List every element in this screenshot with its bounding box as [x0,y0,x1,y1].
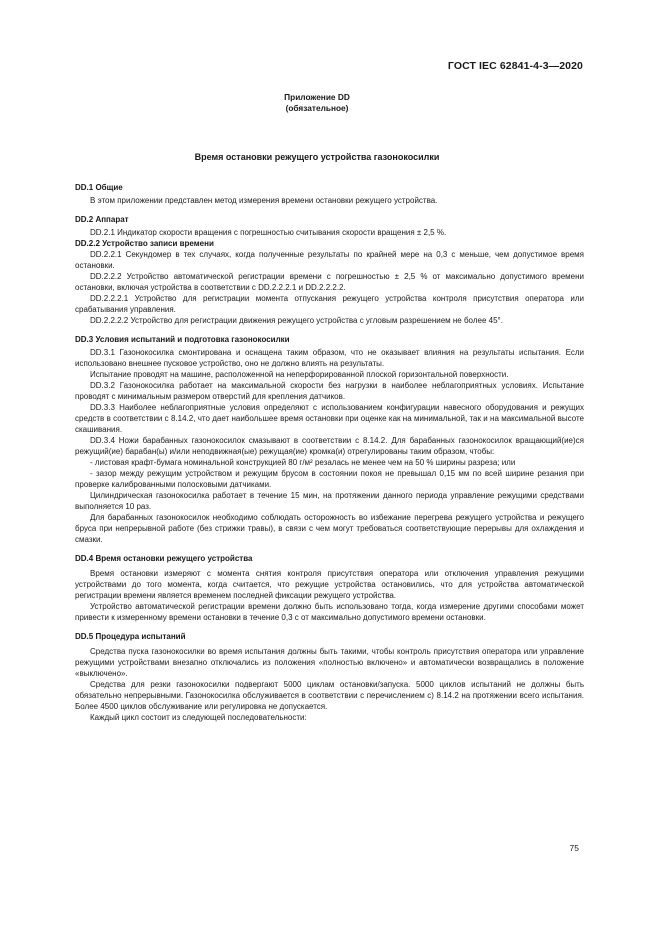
document-body [75,182,584,723]
paragraph: DD.2.2.2.1 Устройство для регистрации момента отпускания режущего устройства контроля присутствия оператора или срабатывания управления. [75,294,584,314]
paragraph: Устройство автоматической регистрации времени должно быть использовано тогда, когда измерение другими способами может привести к измеренному времени остановки в течение 0,3 с от максимально допустимого времени остановки. [75,602,584,622]
section-heading-dd1: DD.1 Общие [75,183,123,192]
annex-heading [0,92,634,114]
paragraph: DD.2.2.2.2 Устройство для регистрации движения режущего устройства с угловым разрешением не более 45°. [90,316,503,325]
paragraph: DD.2.1 Индикатор скорости вращения с погрешностью считывания скорости вращения ± 2,5 %. [90,228,447,237]
paragraph: DD.3.2 Газонокосилка работает на максимальной скорости без нагрузки в наиболее неблагоприятных условиях. Испытание проводят с минимальным размером отверстий для крепления датчиков. [75,381,584,401]
paragraph: В этом приложении представлен метод измерения времени остановки режущего устройства. [90,196,438,205]
paragraph: DD.3.4 Ножи барабанных газонокосилок смазывают в соответствии с 8.14.2. Для барабанных газонокосилок вращающий(ие)ся режущий(ие) барабан(ы) и/или неподвижная(ые) режущая(ие) кромка(и) отрегулированы таким образом, чтобы: [75,436,584,456]
list-item: - листовая крафт-бумага номинальной конструкцией 80 г/м² резалась не менее чем на 50 % ширины разреза; или [90,458,516,467]
standard-header: ГОСТ IEC 62841-4-3—2020 [447,60,583,72]
page-number: 75 [569,843,579,853]
paragraph: Каждый цикл состоит из следующей последовательности: [90,713,307,722]
paragraph: Время остановки измеряют с момента снятия контроля присутствия оператора или отключения управления режущими устройствами до того момента, когда считается, что режущие устройства остановились, что для устройства автоматической регистрации времени является временем последней фиксации режущего устройства. [75,569,584,600]
section-heading-dd4: DD.4 Время остановки режущего устройства [75,554,253,563]
paragraph: DD.3.3 Наиболее неблагоприятные условия определяют с использованием конфигурации навесного оборудования и режущих средств в соответствии с 8.14.2, что дает наибольшее время остановки при оценке как на минимальной, так и на максимальной высоте скашивания. [75,403,584,434]
section-heading-dd2: DD.2 Аппарат [75,215,129,224]
paragraph: Средства пуска газонокосилки во время испытания должны быть такими, чтобы контроль присутствия оператора или управление режущими устройствами внезапно отключались из положения «полностью включено» и автоматически возвращались в положение «выключено». [75,647,584,678]
paragraph: Для барабанных газонокосилок необходимо соблюдать осторожность во избежание перегрева режущего устройства и режущего бруса при непрерывной работе (без стрижки травы), в связи с чем могут требоваться соответствующие перерывы для охлаждения и смазки. [75,513,584,544]
subsection-heading-dd22: DD.2.2 Устройство записи времени [75,239,214,248]
paragraph: DD.2.2.2 Устройство автоматической регистрации времени с погрешностью ± 2,5 % от максимально допустимого времени остановки, включая устройства в соответствии с DD.2.2.2.1 и DD.2.2.2.2. [75,272,584,292]
section-heading-dd3: DD.3 Условия испытаний и подготовка газонокосилки [75,335,290,344]
list-item: - зазор между режущим устройством и режущим брусом в состоянии покоя не превышал 0,15 мм по всей ширине резания при проверке калиброванными полосковыми датчиками. [75,469,584,489]
paragraph: Испытание проводят на машине, расположенной на неперфорированной плоской горизонтальной поверхности. [90,370,509,379]
section-heading-dd5: DD.5 Процедура испытаний [75,632,186,641]
annex-status: (обязательное) [285,103,349,113]
paragraph: DD.2.2.1 Секундомер в тех случаях, когда полученные результаты по крайней мере на 0,3 с меньше, чем допустимое время остановки. [75,250,584,270]
paragraph: Цилиндрическая газонокосилка работает в течение 15 мин, на протяжении данного периода управление режущими средствами выполняется 10 раз. [75,491,584,511]
annex-name: Приложение DD [284,92,350,102]
paragraph: DD.3.1 Газонокосилка смонтирована и оснащена таким образом, что не оказывает влияния на результаты испытания. Если использовано внешнее пусковое устройство, оно не должно влиять на результаты. [75,348,584,368]
annex-title: Время остановки режущего устройства газонокосилки [194,152,440,162]
paragraph: Средства для резки газонокосилки подвергают 5000 циклам остановки/запуска. 5000 циклов испытаний не должны быть обязательно непрерывными. Газонокосилка обслуживается в соответствии с перечислением c) 8.14.2 на протяжении всего испытания. Более 4500 циклов обслуживание или регулировка не допускается. [75,680,584,711]
